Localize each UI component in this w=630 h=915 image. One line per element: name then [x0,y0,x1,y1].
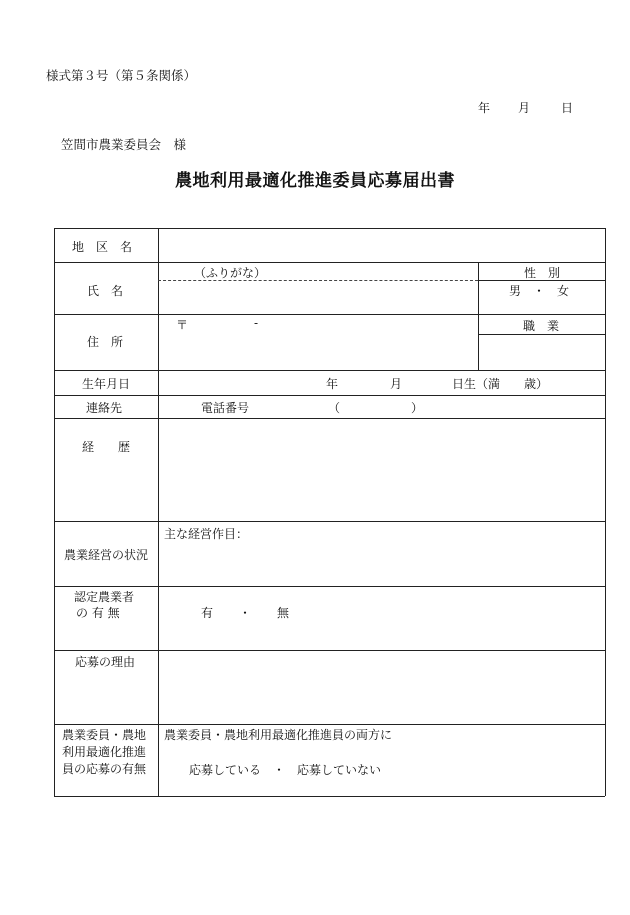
address-field[interactable] [159,315,477,369]
postal-dash: - [254,316,259,330]
birth-year-label: 年 [326,377,339,391]
certified-yes-option[interactable]: 有 [201,606,214,620]
phone-paren-close: ） [411,401,424,415]
row-divider [54,370,605,371]
birthdate-label: 生年月日 [82,377,131,391]
certified-farmer-label-2: の 有 無 [76,606,120,620]
form-number: 様式第３号（第５条関係） [46,68,197,83]
area-name-field[interactable] [159,229,604,261]
address-label: 住 所 [87,335,124,349]
phone-paren-open: （ [328,401,341,415]
name-label: 氏 名 [87,284,124,298]
reason-label: 応募の理由 [75,655,136,669]
date-year-label: 年 [478,101,491,115]
document-title: 農地利用最適化推進委員応募届出書 [175,171,455,191]
addressee: 笠間市農業委員会 様 [61,137,187,152]
main-crops-label: 主な経営作目： [164,527,249,541]
area-name-label: 地 区 名 [72,240,133,254]
career-label: 経 歴 [82,440,131,454]
dual-application-label-2: 利用最適化推進 [62,745,147,759]
birth-month-label: 月 [390,377,403,391]
phone-field[interactable] [345,397,409,417]
table-border-bottom [54,796,605,797]
row-divider [54,586,605,587]
postal-mark: 〒 [176,318,189,332]
birth-day-age-label: 日生（満 歳） [452,377,549,391]
gender-label: 性 別 [524,266,561,280]
dual-application-question: 農業委員・農地利用最適化推進員の両方に [164,728,393,742]
dual-application-options[interactable]: 応募している ・ 応募していない [189,763,382,777]
date-day-label: 日 [561,101,574,115]
furigana-field[interactable] [159,263,477,279]
farming-status-label: 農業経営の状況 [64,548,149,562]
certified-dot: ・ [239,606,252,620]
gender-options[interactable]: 男 ・ 女 [509,284,570,298]
dual-application-label-3: 員の応募の有無 [62,762,147,776]
farming-status-field[interactable] [159,542,604,585]
career-field[interactable] [159,419,604,520]
row-divider [54,724,605,725]
reason-field[interactable] [159,651,604,723]
occupation-field[interactable] [479,335,604,369]
date-month-label: 月 [518,101,531,115]
table-border-right [605,228,606,796]
certified-farmer-label-1: 認定農業者 [74,590,135,604]
dual-application-label-1: 農業委員・農地 [62,728,147,742]
furigana-label: （ふりがな） [194,266,267,280]
certified-no-option[interactable]: 無 [277,606,290,620]
phone-label: 電話番号 [201,401,250,415]
row-divider [54,521,605,522]
contact-label: 連絡先 [86,401,123,415]
row-divider [54,395,605,396]
occupation-label: 職 業 [523,319,560,333]
name-field[interactable] [159,282,477,313]
